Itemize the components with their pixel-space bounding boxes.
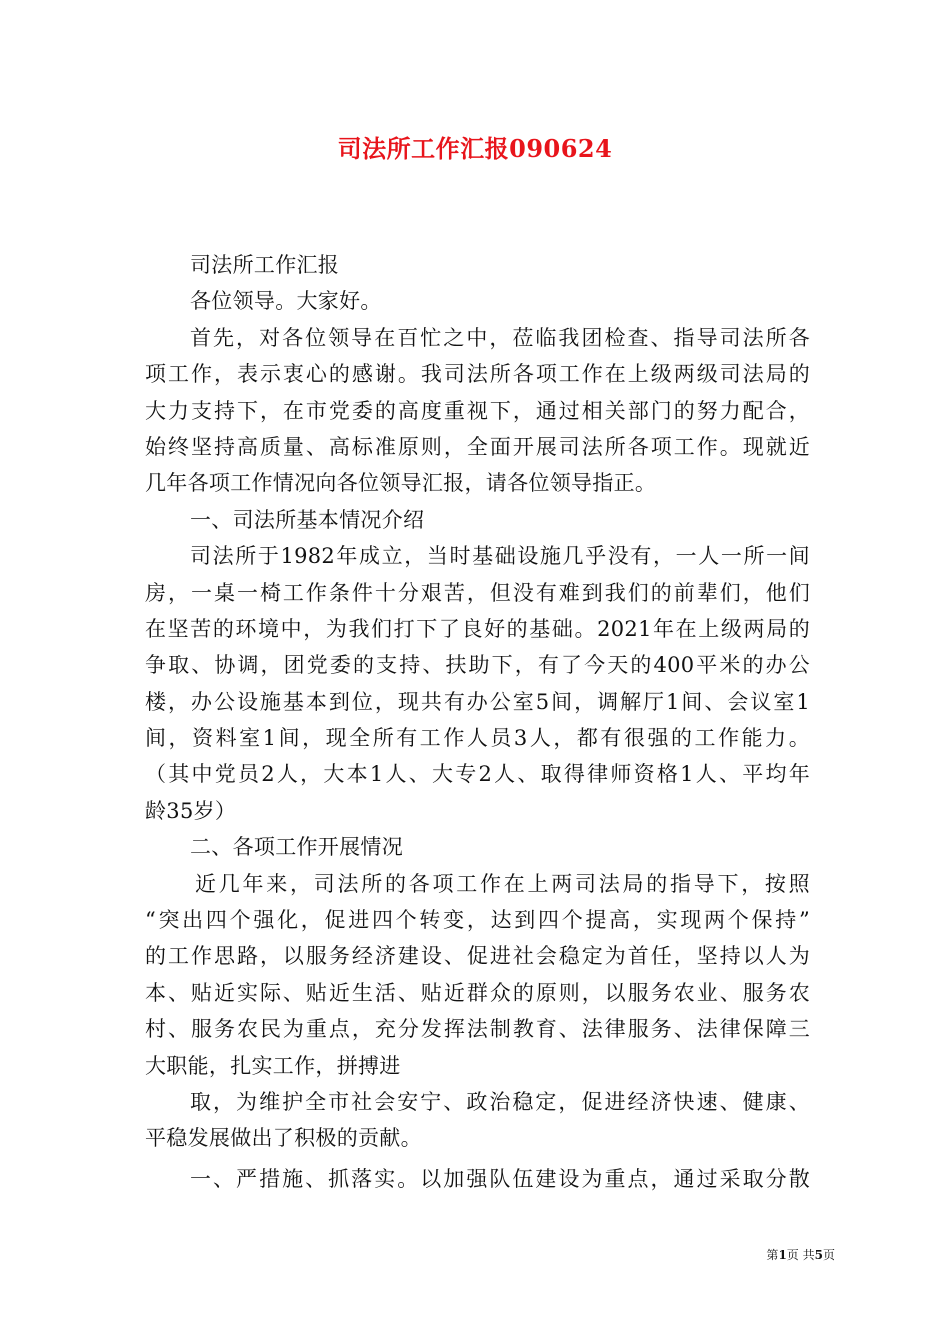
text-line: 的工作思路，以服务经济建设、促进社会稳定为首任，坚持以人为 (145, 944, 810, 969)
current-page-number: 1 (778, 1248, 787, 1262)
text-line: 始终坚持高质量、高标准原则，全面开展司法所各项工作。现就近 (145, 434, 810, 459)
text-line: 首先，对各位领导在百忙之中，莅临我团检查、指导司法所各 (190, 325, 810, 350)
text-line: （其中党员2人，大本1人、大专2人、取得律师资格1人、平均年 (145, 762, 810, 787)
text-line: 司法所工作汇报 (190, 253, 340, 277)
text-line: 大职能，扎实工作，拼搏进 (145, 1053, 401, 1078)
footer-middle: 页 共 (786, 1248, 815, 1262)
text-line: 房，一桌一椅工作条件十分艰苦，但没有难到我们的前辈们，他们 (145, 580, 810, 605)
text-line: 几年各项工作情况向各位领导汇报，请各位领导指正。 (145, 471, 657, 496)
text-line: 间，资料室1间，现全所有工作人员3人，都有很强的工作能力。 (145, 726, 810, 751)
text-line: 楼，办公设施基本到位，现共有办公室5间，调解厅1间、会议室1 (145, 689, 810, 714)
page-footer (0, 1246, 835, 1263)
text-line: 取，为维护全市社会安宁、政治稳定，促进经济快速、健康、 (190, 1089, 810, 1114)
text-line: 司法所于1982年成立，当时基础设施几乎没有，一人一所一间 (190, 544, 810, 569)
page-title: 司法所工作汇报090624 (337, 134, 613, 163)
total-pages-number: 5 (814, 1248, 823, 1262)
text-line: 村、服务农民为重点，充分发挥法制教育、法律服务、法律保障三 (145, 1017, 810, 1042)
text-line: 近几年来，司法所的各项工作在上两司法局的指导下，按照 (195, 871, 810, 896)
text-line: 项工作，表示衷心的感谢。我司法所各项工作在上级两级司法局的 (145, 362, 810, 387)
text-line: 龄35岁） (145, 798, 237, 823)
text-line: “突出四个强化，促进四个转变，达到四个提高，实现两个保持” (145, 908, 810, 933)
text-line: 大力支持下，在市党委的高度重视下，通过相关部门的努力配合， (145, 398, 810, 423)
text-line: 平稳发展做出了积极的贡献。 (145, 1126, 422, 1151)
text-line: 在坚苦的环境中，为我们打下了良好的基础。2021年在上级两局的 (145, 616, 810, 641)
text-line: 一、严措施、抓落实。以加强队伍建设为重点，通过采取分散 (190, 1166, 810, 1191)
document-body (145, 247, 810, 1197)
footer-prefix: 第 (766, 1248, 779, 1262)
section-heading: 二、各项工作开展情况 (190, 835, 403, 860)
text-line: 争取、协调，团党委的支持、扶助下，有了今天的400平米的办公 (145, 653, 810, 678)
text-line: 本、贴近实际、贴近生活、贴近群众的原则，以服务农业、服务农 (145, 980, 810, 1005)
footer-suffix: 页 (822, 1248, 835, 1262)
text-line: 各位领导。大家好。 (190, 289, 382, 314)
section-heading: 一、司法所基本情况介绍 (190, 507, 425, 532)
